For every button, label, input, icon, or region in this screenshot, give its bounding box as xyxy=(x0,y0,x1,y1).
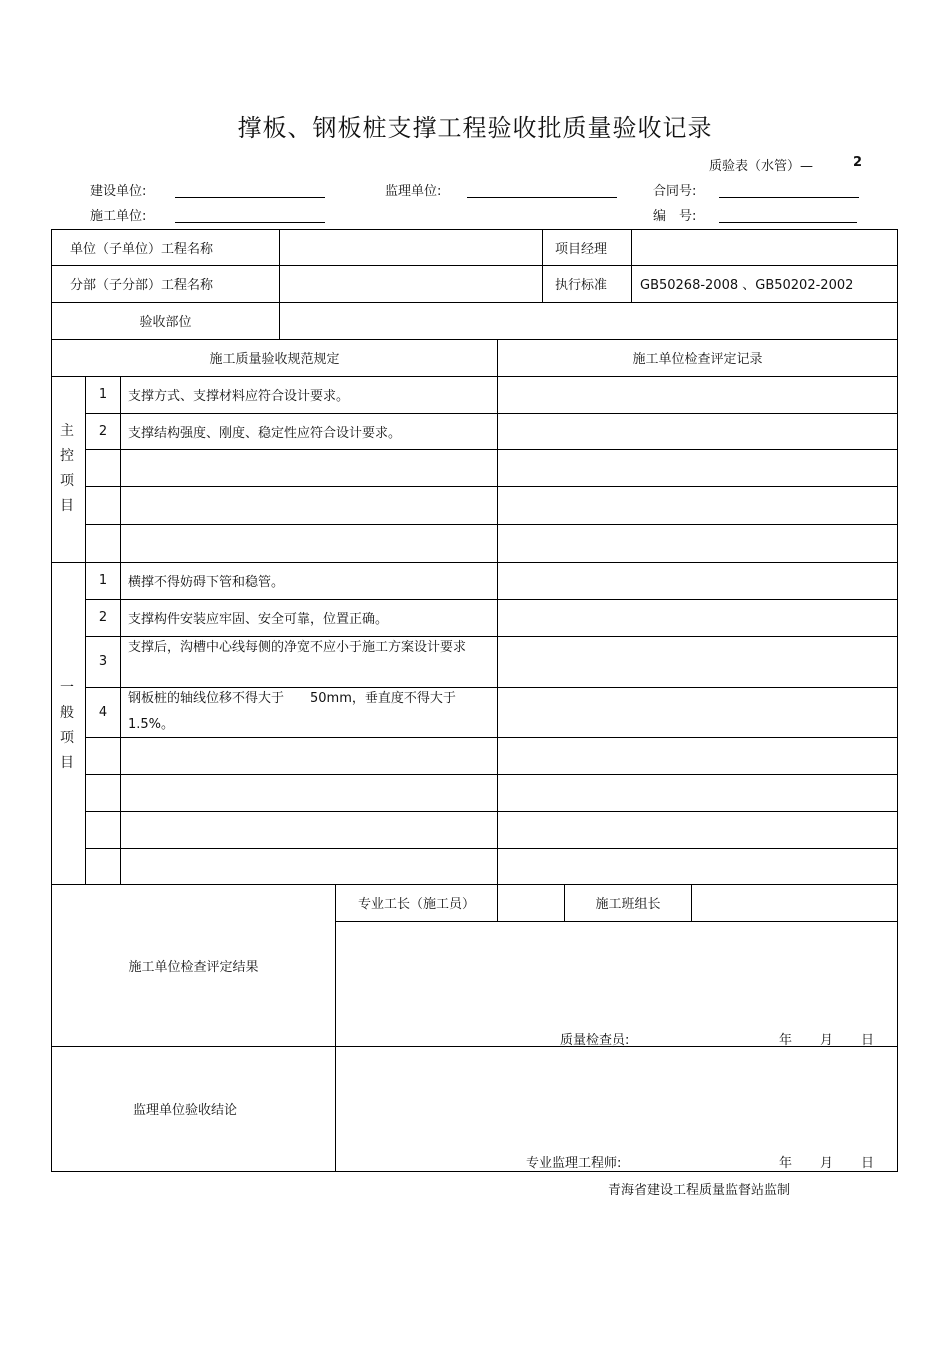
footer-issuer: 青海省建设工程质量监督站监制 xyxy=(608,1183,791,1198)
supervision-year: 年 xyxy=(779,1155,793,1171)
construct-unit-label: 施工单位: xyxy=(90,209,147,224)
general-item-no: 3 xyxy=(98,654,108,669)
supervise-unit-label: 监理单位: xyxy=(385,184,442,199)
supervising-engineer-label: 专业监理工程师: xyxy=(526,1155,622,1171)
standard-value: GB50268-2008 、GB50202-2002 xyxy=(640,278,854,293)
result-day: 日 xyxy=(861,1032,875,1048)
general-item-text: 横撑不得妨碍下管和稳管。 xyxy=(128,575,285,590)
construction-result-label: 施工单位检查评定结果 xyxy=(128,959,259,975)
supervision-month: 月 xyxy=(820,1155,834,1171)
standard-label: 执行标准 xyxy=(555,278,608,293)
build-unit-field[interactable] xyxy=(175,197,325,198)
foreman-field[interactable] xyxy=(498,885,564,921)
record-header: 施工单位检查评定记录 xyxy=(632,352,763,367)
main-control-label: 主 控 项 目 xyxy=(60,423,74,514)
main-item-no: 2 xyxy=(98,423,108,439)
foreman-label: 专业工长（施工员） xyxy=(357,897,475,912)
general-item-text: 钢板桩的轴线位移不得大于 50mm，垂直度不得大于 1.5%。 xyxy=(128,691,456,732)
construct-unit-field[interactable] xyxy=(175,222,325,223)
result-year: 年 xyxy=(779,1032,793,1048)
serial-no-field[interactable] xyxy=(719,222,857,223)
contract-no-field[interactable] xyxy=(719,197,859,198)
project-manager-label: 项目经理 xyxy=(555,241,608,257)
general-item-no: 2 xyxy=(98,610,108,625)
project-name-field[interactable] xyxy=(280,230,542,265)
form-code-number: 2 xyxy=(853,155,863,170)
main-item-text: 支撑结构强度、刚度、稳定性应符合设计要求。 xyxy=(128,425,402,441)
supervision-conclusion-label: 监理单位验收结论 xyxy=(132,1103,237,1118)
general-item-no: 4 xyxy=(98,704,108,720)
inspector-label: 质量检查员: xyxy=(560,1032,630,1048)
general-item-no: 1 xyxy=(98,573,108,588)
form-code-label: 质验表（水管）— xyxy=(709,159,814,174)
supervision-day: 日 xyxy=(861,1155,875,1171)
main-item-text: 支撑方式、支撑材料应符合设计要求。 xyxy=(128,389,350,404)
project-manager-field[interactable] xyxy=(632,230,897,265)
main-item-no: 1 xyxy=(98,387,108,402)
supervise-unit-field[interactable] xyxy=(467,197,617,198)
general-item-text: 支撑构件安装应牢固、安全可靠，位置正确。 xyxy=(128,612,389,627)
team-leader-label: 施工班组长 xyxy=(595,897,661,912)
general-label: 一 般 项 目 xyxy=(60,680,74,771)
build-unit-label: 建设单位: xyxy=(90,184,147,199)
contract-no-label: 合同号: xyxy=(653,184,697,199)
sub-project-field[interactable] xyxy=(280,266,542,302)
project-name-label: 单位（子单位）工程名称 xyxy=(70,241,214,257)
result-month: 月 xyxy=(820,1032,834,1048)
page-title: 撑板、钢板桩支撑工程验收批质量验收记录 xyxy=(237,114,713,142)
spec-header: 施工质量验收规范规定 xyxy=(209,352,340,367)
location-field[interactable] xyxy=(280,303,897,339)
location-label: 验收部位 xyxy=(139,315,192,330)
team-leader-field[interactable] xyxy=(692,885,897,921)
serial-no-label: 编 号: xyxy=(653,209,697,224)
sub-project-label: 分部（子分部）工程名称 xyxy=(70,278,214,293)
general-item-text: 支撑后，沟槽中心线每侧的净宽不应小于施工方案设计要求 xyxy=(128,640,467,655)
